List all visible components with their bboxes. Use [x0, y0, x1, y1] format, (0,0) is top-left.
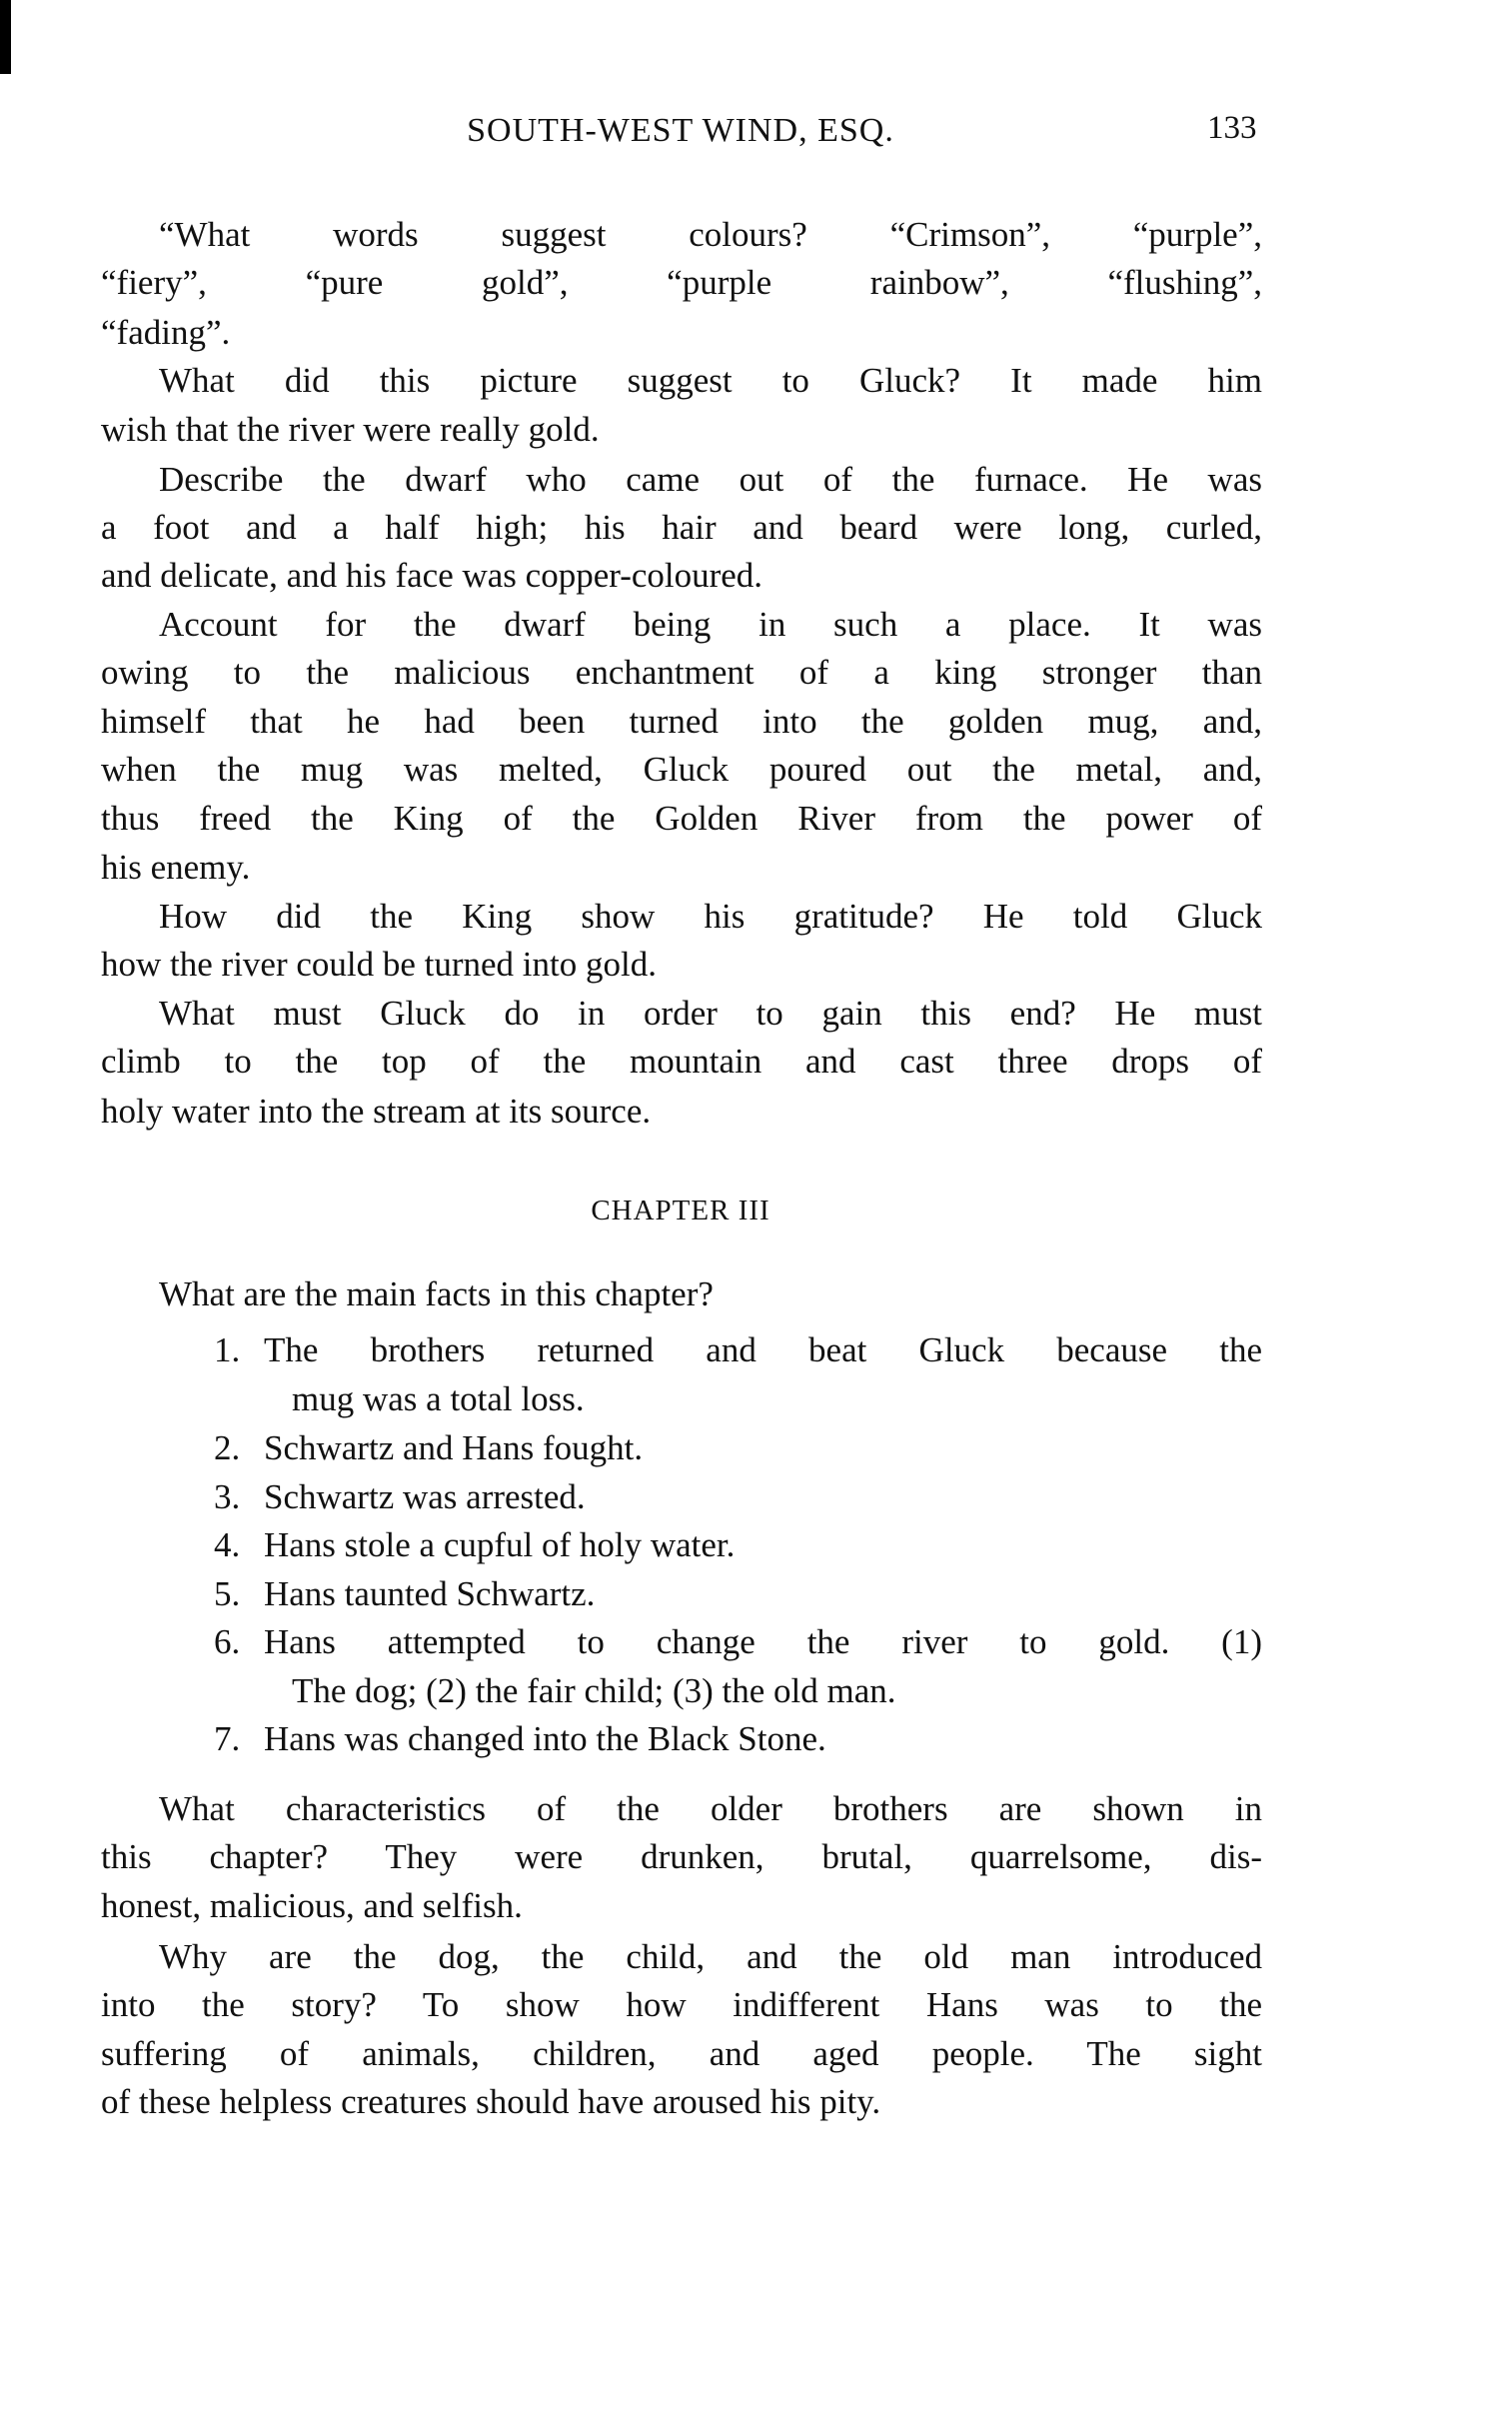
- chapter-heading: CHAPTER III: [591, 1195, 770, 1226]
- fact-item-line: Hans attempted to change the river to gold. (1): [264, 1622, 1262, 1661]
- paragraph-line: What characteristics of the older brothers are shown in: [159, 1789, 1262, 1828]
- running-title: SOUTH-WEST WIND, ESQ.: [467, 112, 894, 149]
- fact-item-line: Hans stole a cupful of holy water.: [264, 1525, 736, 1564]
- fact-number: 5.: [214, 1574, 241, 1613]
- page-number: 133: [1207, 110, 1257, 146]
- fact-item-line: Hans was changed into the Black Stone.: [264, 1719, 826, 1758]
- scan-edge-mark: [0, 0, 11, 74]
- paragraph-line: into the story? To show how indifferent Hans was to the: [101, 1985, 1262, 2024]
- paragraph-line: “fiery”, “pure gold”, “purple rainbow”, “flushing”,: [101, 263, 1262, 302]
- fact-number: 4.: [214, 1525, 241, 1564]
- fact-item-line: Schwartz was arrested.: [264, 1477, 586, 1516]
- fact-item-line: The brothers returned and beat Gluck because the: [264, 1330, 1262, 1369]
- paragraph-line: how the river could be turned into gold.: [101, 945, 657, 984]
- paragraph-line: when the mug was melted, Gluck poured out the metal, and,: [101, 750, 1262, 789]
- fact-number: 2.: [214, 1428, 241, 1467]
- paragraph-line: Why are the dog, the child, and the old man introduced: [159, 1937, 1262, 1976]
- paragraph-line: of these helpless creatures should have aroused his pity.: [101, 2082, 881, 2121]
- paragraph-line: climb to the top of the mountain and cast three drops of: [101, 1042, 1262, 1081]
- paragraph-line: his enemy.: [101, 848, 251, 887]
- paragraph-line: “fading”.: [101, 313, 231, 352]
- fact-number: 6.: [214, 1622, 241, 1661]
- fact-item-line: Schwartz and Hans fought.: [264, 1428, 644, 1467]
- paragraph-line: owing to the malicious enchantment of a king stronger than: [101, 653, 1262, 692]
- facts-question: What are the main facts in this chapter?: [159, 1274, 714, 1313]
- paragraph-line: this chapter? They were drunken, brutal, quarrelsome, dis-: [101, 1837, 1262, 1876]
- paragraph-line: himself that he had been turned into the golden mug, and,: [101, 702, 1262, 741]
- fact-number: 7.: [214, 1719, 241, 1758]
- paragraph-line: holy water into the stream at its source.: [101, 1092, 652, 1131]
- paragraph-line: How did the King show his gratitude? He told Gluck: [159, 897, 1262, 936]
- paragraph-line: What must Gluck do in order to gain this end? He must: [159, 994, 1262, 1033]
- paragraph-line: thus freed the King of the Golden River from the power of: [101, 799, 1262, 838]
- paragraph-line: Account for the dwarf being in such a place. It was: [159, 605, 1262, 644]
- paragraph-line: Describe the dwarf who came out of the furnace. He was: [159, 460, 1262, 499]
- paragraph-line: wish that the river were really gold.: [101, 410, 600, 449]
- paragraph-line: “What words suggest colours? “Crimson”, “purple”,: [159, 215, 1262, 254]
- paragraph-line: suffering of animals, children, and aged people. The sight: [101, 2034, 1262, 2073]
- fact-item-line: The dog; (2) the fair child; (3) the old man.: [292, 1671, 896, 1710]
- fact-item-line: Hans taunted Schwartz.: [264, 1574, 596, 1613]
- fact-number: 3.: [214, 1477, 241, 1516]
- paragraph-line: honest, malicious, and selfish.: [101, 1886, 523, 1925]
- paragraph-line: a foot and a half high; his hair and beard were long, curled,: [101, 508, 1262, 547]
- fact-number: 1.: [214, 1330, 241, 1369]
- paragraph-line: and delicate, and his face was copper-coloured.: [101, 556, 763, 595]
- fact-item-line: mug was a total loss.: [292, 1379, 585, 1418]
- paragraph-line: What did this picture suggest to Gluck? It made him: [159, 361, 1262, 400]
